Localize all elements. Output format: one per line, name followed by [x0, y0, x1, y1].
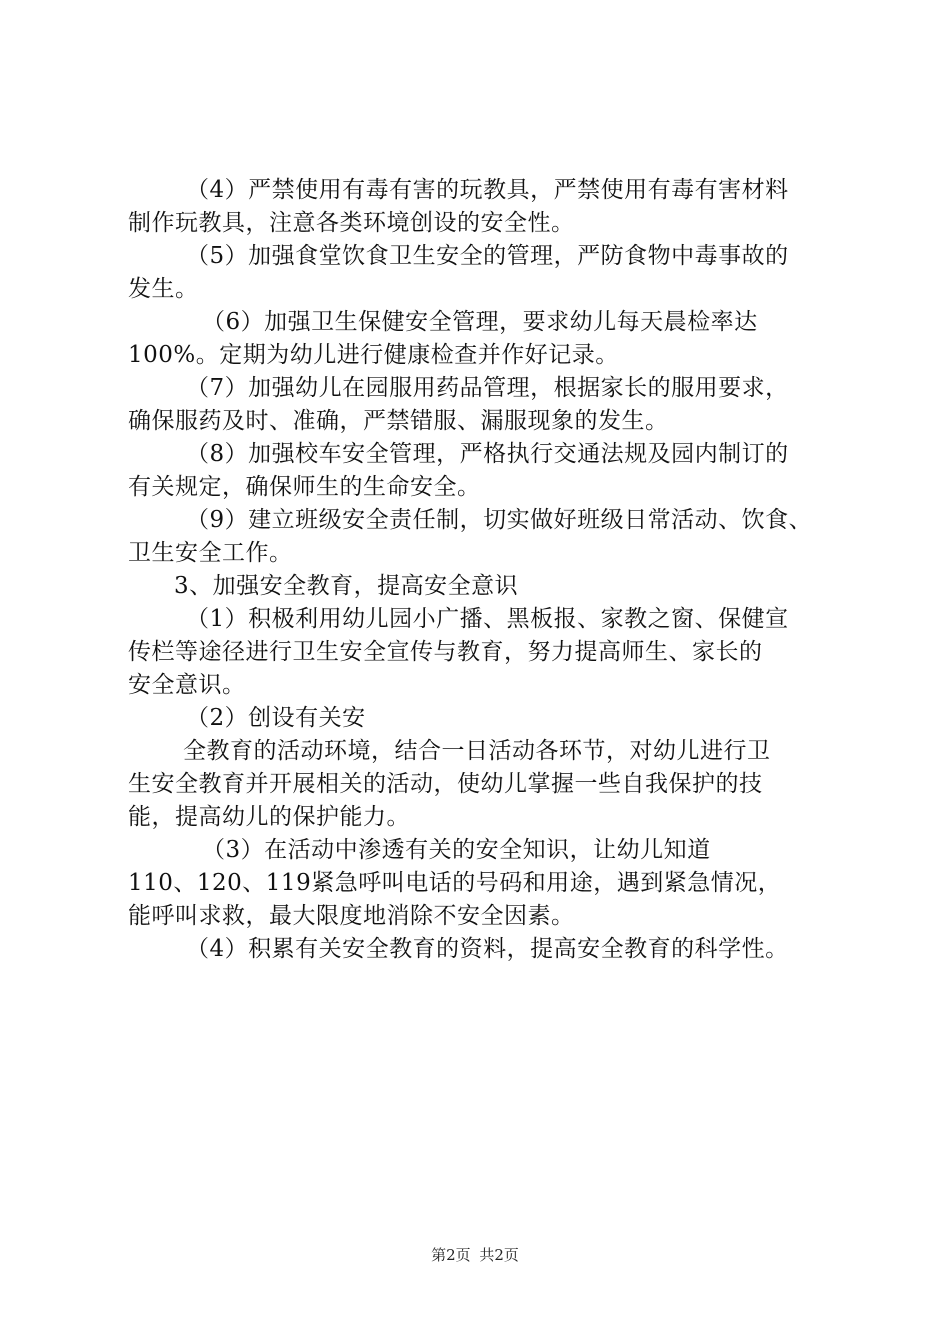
paragraph-line: 100%。定期为幼儿进行健康检查并作好记录。 [128, 342, 619, 368]
paragraph-line: 传栏等途径进行卫生安全宣传与教育，努力提高师生、家长的 [128, 639, 763, 665]
paragraph-line: 全教育的活动环境，结合一日活动各环节，对幼儿进行卫 [183, 738, 771, 764]
paragraph-line: （2）创设有关安 [186, 705, 366, 731]
paragraph-line: （8）加强校车安全管理，严格执行交通法规及园内制订的 [186, 441, 789, 467]
paragraph-line: （6）加强卫生保健安全管理，要求幼儿每天晨检率达 [202, 309, 758, 335]
paragraph-line: （9）建立班级安全责任制，切实做好班级日常活动、饮食、 [186, 507, 813, 533]
paragraph-line: 确保服药及时、准确，严禁错服、漏服现象的发生。 [128, 408, 669, 434]
page-number: 第2页 [431, 1246, 471, 1264]
paragraph-line: （3）在活动中渗透有关的安全知识，让幼儿知道 [202, 837, 711, 863]
page-footer [0, 1245, 950, 1265]
paragraph-line: （5）加强食堂饮食卫生安全的管理，严防食物中毒事故的 [186, 243, 789, 269]
paragraph-line: 能呼叫求救，最大限度地消除不安全因素。 [128, 903, 575, 929]
paragraph-line: 110、120、119紧急呼叫电话的号码和用途，遇到紧急情况， [128, 870, 782, 896]
section-heading: 3、加强安全教育，提高安全意识 [174, 573, 519, 599]
paragraph-line: （1）积极利用幼儿园小广播、黑板报、家教之窗、保健宣 [186, 606, 789, 632]
paragraph-line: 生安全教育并开展相关的活动，使幼儿掌握一些自我保护的技 [128, 771, 763, 797]
paragraph-line: 有关规定，确保师生的生命安全。 [128, 474, 481, 500]
document-body [128, 174, 838, 966]
paragraph-line: 安全意识。 [128, 672, 246, 698]
paragraph-line: 发生。 [128, 276, 199, 302]
page-total: 共2页 [479, 1246, 519, 1264]
paragraph-line: （7）加强幼儿在园服用药品管理，根据家长的服用要求， [186, 375, 789, 401]
paragraph-line: （4）严禁使用有毒有害的玩教具，严禁使用有毒有害材料 [186, 177, 789, 203]
paragraph-line: 制作玩教具，注意各类环境创设的安全性。 [128, 210, 575, 236]
paragraph-line: 卫生安全工作。 [128, 540, 293, 566]
paragraph-line: （4）积累有关安全教育的资料，提高安全教育的科学性。 [186, 936, 789, 962]
paragraph-line: 能，提高幼儿的保护能力。 [128, 804, 410, 830]
